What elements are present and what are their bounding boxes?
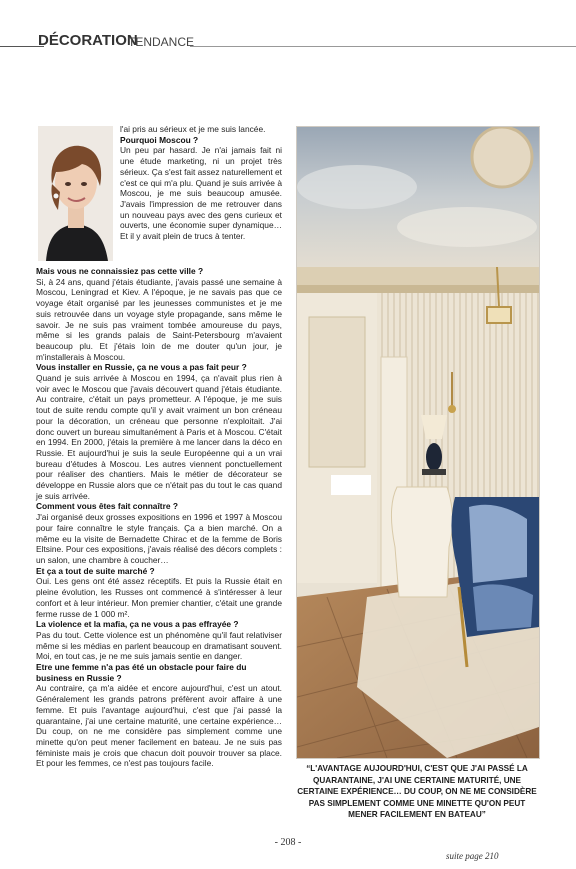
interview-answer: Au contraire, ça m'a aidée et encore aujourd'hui, c'est un atout. Généralement les grands patrons préfèrent avoir affaire à une femme. Et puis l'avantage aujourd'hui, c'est que j'ai passé la quarantaine, j'ai une certaine maturité, une certaine expérience… Du coup, on ne me considère pas simplement comme une minette qu'on peut mener facilement en bateau. Je ne suis pas féministe mais je crois que chacun doit pouvoir trouver sa place. Et pour les femmes, ce n'est pas toujours facile. (36, 683, 282, 769)
interview-question: Mais vous ne connaissiez pas cette ville ? (36, 266, 204, 276)
interview-answer: J'ai organisé deux grosses expositions en 1996 et 1997 à Moscou pour faire connaître le style français. Ça a bien marché. On a même eu la visite de Bernadette Chirac et de la femme de Boris Eltsine. Pour ces expositions, j'avais réalisé des décors complets : un salon, une chambre à coucher… (36, 512, 282, 565)
section-header (0, 26, 576, 56)
intro-paragraph: Un peu par hasard. Je n'ai jamais fait ni une étude marketing, ni un projet très sérieux. Ça s'est fait assez naturellement et c'est ce qui m'a plu. Quand je suis arrivée à Moscou, je me suis beaucoup amusée. J'avais l'impression de me retrouver dans un nouveau pays avec des gens curieux et ouverts, une économie super dynamique… Et il y avait plein de trucs à tenter. (120, 145, 282, 242)
interior-photo (296, 126, 540, 759)
section-subtitle: TENDANCE (128, 35, 195, 49)
interview-question: Etre une femme n'a pas été un obstacle pour faire du business en Russie ? (36, 662, 247, 683)
interview-question: Comment vous êtes fait connaître ? (36, 501, 178, 512)
intro-paragraph: l'ai pris au sérieux et je me suis lancée. (120, 124, 266, 134)
portrait-photo (38, 126, 113, 261)
interview-question: La violence et la mafia, ça ne vous a pas effrayée ? (36, 619, 239, 630)
interview-answer: Oui. Les gens ont été assez réceptifs. Et puis la Russie était en pleine évolution, les Russes ont commencé à s'intéresser à leur confort et à leur intérieur. Mon premier chantier, c'était une grande ferme russe de 1 000 m². (36, 576, 282, 619)
interview-question: Et ça a tout de suite marché ? (36, 565, 155, 576)
page-number: - 208 - (274, 837, 302, 848)
interview-answer: Pas du tout. Cette violence est un phénomène qu'il faut relativiser même si les médias en parlent beaucoup en dramatisant souvent. Moi, en tout cas, je ne me suis jamais sentie en danger. (36, 629, 282, 662)
continued-note: suite page 210 (446, 851, 499, 861)
interview-answer: Si, à 24 ans, quand j'étais étudiante, j'avais passé une semaine à Moscou, Leningrad et Kiev. A l'époque, je ne savais pas que ce voyage était organisé par les jeunesses communistes et je me suis retrouvée dans un voyage style propagande, sans même le savoir. Je ne suis pas vraiment tombée amoureuse du pays, même si les grands palais de Saint-Petersbourg m'avaient beaucoup plu. Et j'étais loin de me douter qu'un jour, je m'installerais à Moscou. (36, 276, 282, 362)
pull-quote (296, 763, 538, 821)
intro-column (120, 124, 282, 242)
interview-question: Pourquoi Moscou ? (120, 134, 199, 145)
section-title: DÉCORATION (38, 32, 138, 49)
article-body (36, 266, 282, 769)
pull-quote-text: “L'AVANTAGE AUJOURD'HUI, C'EST QUE J'AI PASSÉ LA QUARANTAINE, J'AI UNE CERTAINE MATURITÉ, UNE CERTAINE EXPÉRIENCE… DU COUP, ON NE ME CONSIDÈRE PAS SIMPLEMENT COMME UNE MINETTE QU'ON PEUT MENER FACILEMENT EN BATEAU” (297, 764, 537, 819)
header-rule-right (190, 46, 576, 47)
interview-question: Vous installer en Russie, ça ne vous a pas fait peur ? (36, 362, 247, 373)
interview-answer: Quand je suis arrivée à Moscou en 1994, ça n'avait plus rien à voir avec le Moscou que j'avais découvert quand j'étais étudiante. Au contraire, c'était un pays prometteur. A l'époque, je me suis tout de suite rendu compte qu'il y avait vraiment un bon créneau pour la décoration, un créneau que personne n'exploitait. J'ai donc ouvert un bureau simultanément à Paris et à Moscou. C'était en 1994. En 2000, j'étais la première à me lancer dans la déco en Russie. Et aujourd'hui je suis la seule Européenne qui a un vrai bureau d'études à Moscou. Les autres viennent ponctuellement pour réaliser des chantiers. Mais le métier de décorateur se développe en Russie alors que ce n'était pas du tout le cas quand je suis arrivée. (36, 373, 282, 501)
